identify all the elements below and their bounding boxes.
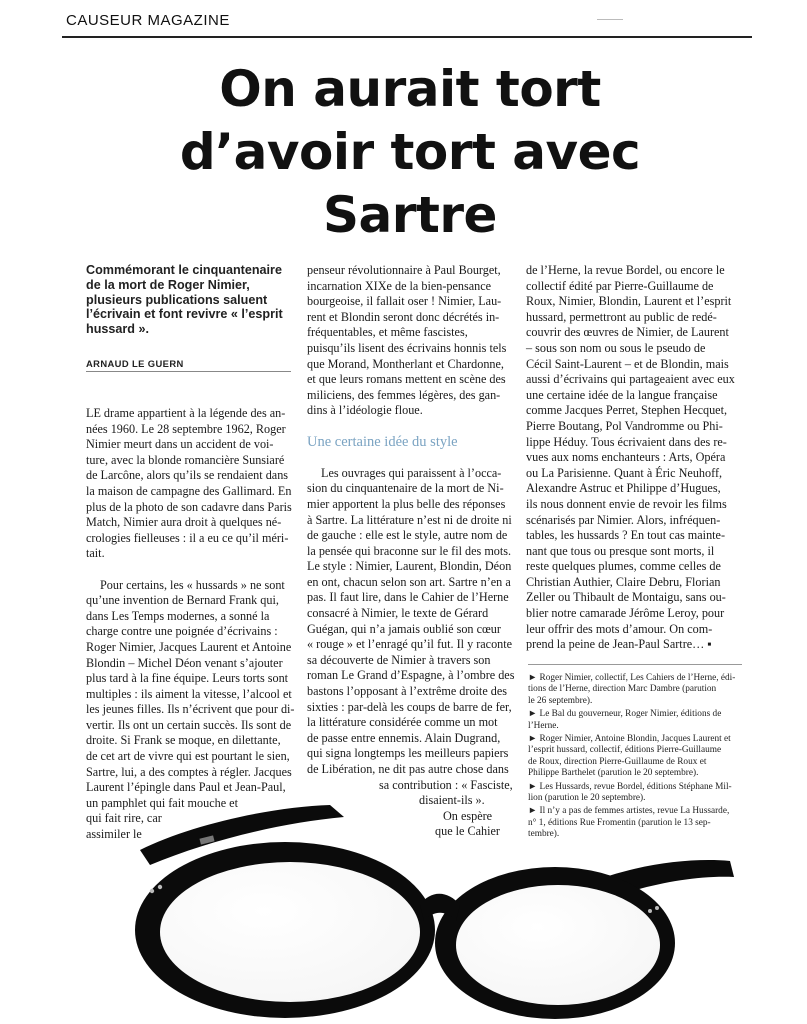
text-line: couvrir des œuvres de Nimier, de Laurent <box>526 325 729 340</box>
standfirst-line: hussard ». <box>86 322 149 337</box>
reference-line: tions de l’Herne, direction Marc Dambre (parution <box>528 684 717 695</box>
rivet <box>150 889 154 893</box>
text-line: qu’une invention de Bernard Frank qui, <box>86 593 279 608</box>
text-line: miliciens, des femmes légères, des gan- <box>307 387 501 402</box>
text-line: lippe Héduy. Tous écrivaient dans des re- <box>526 434 727 449</box>
text-line: rent et Blondin seront donc décrétés in- <box>307 309 500 324</box>
headline-line: Sartre <box>323 186 497 244</box>
left-lens <box>160 862 420 1002</box>
text-line: Les ouvrages qui paraissent à l’occa- <box>321 465 502 480</box>
text-line: un pamphlet qui fait mouche et <box>86 795 238 810</box>
text-line: puisqu’ils lisent des écrivains honnis tels <box>307 340 507 355</box>
text-line: multiples : ils aiment la vitesse, l’alcool et <box>86 686 292 701</box>
text-line: crologies fielleuses : il a eu ce qu’il méri- <box>86 530 289 545</box>
text-line: la pensée qui braconne sur le fil des mots. <box>307 543 512 558</box>
text-line <box>86 562 296 578</box>
right-lens <box>456 885 660 1005</box>
text-line: hussard, permettront au public de redé- <box>526 309 717 324</box>
text-line: dans Les Temps modernes, a sonné la <box>86 608 270 623</box>
eyeglasses-photo <box>130 765 740 1020</box>
text-line: vues aux noms enchanteurs : Arts, Opéra <box>526 450 726 465</box>
text-line: sixties : par-delà les coups de barre de fer, <box>307 699 512 714</box>
text-line: sa découverte de Nimier à travers son <box>307 652 491 667</box>
reference-line: le 26 septembre). <box>528 695 593 706</box>
text-line: ou La Parisienne. Quant à Éric Neuhoff, <box>526 465 723 480</box>
text-line: comme Jacques Perret, Stephen Hecquet, <box>526 403 728 418</box>
text-line: dins à l’idéologie floue. <box>307 403 423 418</box>
text-line: plus de la photo de son cadavre dans Paris <box>86 499 292 514</box>
reference-line: ► Les Hussards, revue Bordel, éditions Stéphane Mil- <box>528 781 732 792</box>
text-line: Le style : Nimier, Laurent, Blondin, Déon <box>307 559 512 574</box>
text-line: « rouge » et l’enragé qu’il fut. Il y raconte <box>307 637 513 652</box>
reference-line: lion (parution le 20 septembre). <box>528 793 646 804</box>
text-line: – sous son nom ou sous le pseudo de <box>526 340 706 355</box>
text-line: à Sartre. La littérature n’est ni de droite ni <box>307 512 512 527</box>
text-line: prend la peine de Jean-Paul Sartre… ▪ <box>526 637 712 652</box>
headline-line: On aurait tort <box>219 60 601 118</box>
text-line: tables, les hussards ? En tout cas mainte- <box>526 528 726 543</box>
text-line: et que leurs romans mettent en scène des <box>307 372 506 387</box>
text-line: incarnation XIXe de la bien-pensance <box>307 278 492 293</box>
reference-line: ► Il n’y a pas de femmes artistes, revue La Hussarde, <box>528 806 730 817</box>
reference-line: l’Herne. <box>528 720 559 731</box>
text-line: qui signa longtemps les meilleurs papiers <box>307 746 509 761</box>
text-line: de passe entre ennemis. Alain Dugrand, <box>307 730 501 745</box>
headline <box>90 58 730 247</box>
text-line: assimiler le <box>86 827 142 842</box>
rivet <box>648 909 652 913</box>
text-line: Blondin – Michel Déon venant s’ajouter <box>86 655 283 670</box>
text-line: tait. <box>86 546 105 561</box>
standfirst <box>86 263 290 337</box>
text-line: leur offrir des mots d’amour. On com- <box>526 621 713 636</box>
reference-line: n° 1, éditions Rue Fromentin (parution le 13 sep- <box>528 817 711 828</box>
text-line: Laurent l’épingle dans Paul et Jean-Paul, <box>86 780 286 795</box>
text-line: Pierre Boutang, Pol Vandromme ou Phi- <box>526 418 723 433</box>
standfirst-line: de la mort de Roger Nimier, <box>86 277 250 292</box>
text-line: Christian Authier, Claire Debru, Florian <box>526 574 721 589</box>
text-line: penseur révolutionnaire à Paul Bourget, <box>307 263 501 277</box>
text-line: bourgeoise, il fallait oser ! Nimier, Lau- <box>307 294 502 309</box>
text-line: Match, Nimier aura droit à quelques né- <box>86 515 282 530</box>
text-line: collectif édité par Pierre-Guillaume de <box>526 278 714 293</box>
reference-line: de Roux, direction Pierre-Guillaume de Roux et <box>528 756 707 767</box>
text-line: Sartre, lui, a des comptes à régler. Jacques <box>86 764 292 779</box>
text-line: de gauche : elle est le style, autre nom de <box>307 528 508 543</box>
reference-line: ► Le Bal du gouverneur, Roger Nimier, éditions de <box>528 709 722 720</box>
text-line: Alexandre Astruc et Philippe d’Hugues, <box>526 481 721 496</box>
text-line: ils nous donnent envie de revoir les films <box>526 496 727 511</box>
text-line: sa contribution : « Fasciste, <box>379 777 513 792</box>
text-line: ture, avec la blonde romancière Sunsiaré <box>86 452 285 467</box>
body-column-3 <box>526 263 740 653</box>
text-line: de l’Herne, la revue Bordel, ou encore le <box>526 263 725 277</box>
standfirst-line: l’écrivain et font revivre « l’esprit <box>86 307 283 322</box>
text-line: aussi d’écrivains qui partageaient avec eux <box>526 372 735 387</box>
body-column-2 <box>307 263 514 840</box>
text-line: Roger Nimier, Jacques Laurent et Antoine <box>86 639 292 654</box>
text-line: disaient-ils ». <box>419 793 485 808</box>
reference-line: tembre). <box>528 829 560 840</box>
headline-line: d’avoir tort avec <box>179 123 641 181</box>
page-header <box>62 8 752 38</box>
reference-line: ► Roger Nimier, Antoine Blondin, Jacques Laurent et <box>528 734 731 745</box>
text-line: Guégan, qui n’a jamais oublié son cœur <box>307 621 501 636</box>
reference-item <box>528 709 742 732</box>
text-line: reste quelques plumes, comme celles de <box>526 559 721 574</box>
text-line: scénarisés par Nimier. Alors, infréquen- <box>526 512 721 527</box>
text-line: en ont, chacun selon son art. Sartre n’en a <box>307 574 511 589</box>
text-line: LE drame appartient à la légende des an- <box>86 406 286 420</box>
text-line: roman Le Grand d’Espagne, à l’ombre des <box>307 668 515 683</box>
reference-line: ► Roger Nimier, collectif, Les Cahiers de l’Herne, édi- <box>528 673 736 683</box>
standfirst-line: Commémorant le cinquantenaire <box>86 263 282 277</box>
text-line: Zeller ou Thibault de Montaigu, sans ou- <box>526 590 726 605</box>
text-line: plus tard à la fine équipe. Leurs torts sont <box>86 671 289 686</box>
text-line: blier notre camarade Jérôme Leroy, pour <box>526 606 725 621</box>
reference-line: Philippe Barthelet (parution le 20 septembre). <box>528 768 699 779</box>
reference-item <box>528 673 742 707</box>
reference-line: l’esprit hussard, collectif, éditions Pierre-Guillaume <box>528 745 722 756</box>
text-line: droite. Si Frank se moque, en dilettante, <box>86 733 281 748</box>
text-line: Pour certains, les « hussards » ne sont <box>100 577 285 592</box>
standfirst-line: plusieurs publications saluent <box>86 292 268 307</box>
text-line: de Larcône, alors qu’ils se rendaient dans <box>86 468 289 483</box>
magazine-name: CAUSEUR MAGAZINE <box>66 12 230 29</box>
section-subhead: Une certaine idée du style <box>307 433 458 450</box>
byline: ARNAUD LE GUERN <box>86 358 291 372</box>
text-line: une certaine idée de la langue française <box>526 387 718 402</box>
column-2-part-1 <box>307 263 514 419</box>
text-line: mier apportent la plus belle des réponses <box>307 496 506 511</box>
rivet <box>655 906 659 910</box>
text-line: de cet art de vivre qui est pourtant le sien, <box>86 749 290 764</box>
text-line: pas. Il faut lire, dans le Cahier de l’Herne <box>307 590 509 605</box>
text-line: nées 1960. Le 28 septembre 1962, Roger <box>86 421 286 436</box>
text-line: que le Cahier <box>435 824 500 839</box>
header-mark <box>597 19 623 20</box>
text-line: que Morand, Montherlant et Chardonne, <box>307 356 504 371</box>
text-line: Roux, Nimier, Blondin, Laurent et l’esprit <box>526 294 732 309</box>
bridge <box>420 894 460 921</box>
text-line: Cécil Saint-Laurent – et de Blondin, mais <box>526 356 729 371</box>
text-line: sion du cinquantenaire de la mort de Ni- <box>307 481 504 496</box>
text-line: consacré à Nimier, le texte de Gérard <box>307 606 489 621</box>
text-line: charge contre une poignée d’écrivains : <box>86 624 278 639</box>
text-line: Nimier meurt dans un accident de voi- <box>86 437 274 452</box>
rivet <box>158 885 162 889</box>
text-line: nant que tous ou presque sont morts, il <box>526 543 715 558</box>
text-line: les jeunes filles. Ils n’écrivent que pour di- <box>86 702 295 717</box>
text-line: On espère <box>443 808 493 823</box>
text-line: bastons l’opposant à l’extrême droite des <box>307 684 508 699</box>
text-line: la littérature considérée comme un mot <box>307 715 498 730</box>
text-line: qui fait rire, car <box>86 811 162 826</box>
text-line: fréquentables, et même fascistes, <box>307 325 468 340</box>
text-line: de Libération, ne dit pas autre chose dans <box>307 762 509 776</box>
text-line: vertir. Ils ont un certain succès. Ils sont de <box>86 717 292 732</box>
text-line: la maison de campagne des Gallimard. En <box>86 483 292 498</box>
